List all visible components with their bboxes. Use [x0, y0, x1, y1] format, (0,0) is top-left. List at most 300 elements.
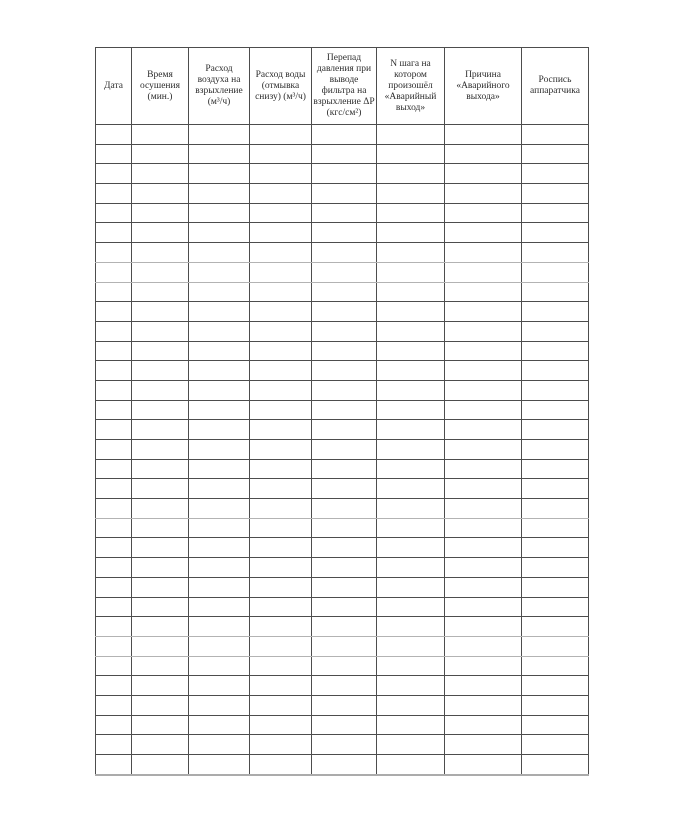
table-row [96, 440, 589, 460]
table-cell-emergency-step [377, 420, 445, 440]
table-cell-air-flow [189, 144, 250, 164]
table-cell-drying-time [132, 558, 189, 578]
table-row [96, 735, 589, 755]
table-cell-date [96, 735, 132, 755]
table-cell-date [96, 636, 132, 656]
table-cell-emergency-step [377, 440, 445, 460]
table-cell-air-flow [189, 577, 250, 597]
table-cell-emergency-step [377, 755, 445, 775]
table-cell-drying-time [132, 361, 189, 381]
column-header-date: Дата [96, 48, 132, 125]
table-cell-operator-signature [522, 262, 589, 282]
table-cell-drying-time [132, 380, 189, 400]
table-cell-drying-time [132, 203, 189, 223]
table-cell-pressure-drop [312, 577, 377, 597]
table-cell-emergency-step [377, 125, 445, 145]
table-cell-air-flow [189, 676, 250, 696]
table-cell-emergency-step [377, 656, 445, 676]
table-cell-drying-time [132, 518, 189, 538]
table-cell-emergency-step [377, 695, 445, 715]
table-cell-date [96, 499, 132, 519]
table-cell-water-flow [250, 400, 312, 420]
table-cell-emergency-reason [445, 617, 522, 637]
table-cell-pressure-drop [312, 321, 377, 341]
table-cell-operator-signature [522, 617, 589, 637]
table-cell-drying-time [132, 755, 189, 775]
table-cell-emergency-step [377, 617, 445, 637]
table-cell-water-flow [250, 715, 312, 735]
table-cell-operator-signature [522, 479, 589, 499]
table-row [96, 400, 589, 420]
table-cell-emergency-reason [445, 243, 522, 263]
table-cell-drying-time [132, 440, 189, 460]
table-cell-date [96, 558, 132, 578]
table-cell-operator-signature [522, 282, 589, 302]
table-row [96, 538, 589, 558]
table-cell-drying-time [132, 420, 189, 440]
table-cell-air-flow [189, 184, 250, 204]
table-cell-emergency-step [377, 479, 445, 499]
table-cell-pressure-drop [312, 262, 377, 282]
table-cell-date [96, 440, 132, 460]
column-header-emergency-reason: Причина «Аварийного выхода» [445, 48, 522, 125]
table-row [96, 282, 589, 302]
table-cell-date [96, 125, 132, 145]
table-cell-water-flow [250, 341, 312, 361]
table-cell-emergency-step [377, 341, 445, 361]
column-header-pressure-drop: Перепад давления при выводе фильтра на взрыхление ΔР (кгс/см²) [312, 48, 377, 125]
table-cell-water-flow [250, 656, 312, 676]
table-cell-water-flow [250, 735, 312, 755]
table-cell-emergency-reason [445, 223, 522, 243]
table-cell-operator-signature [522, 715, 589, 735]
table-row [96, 380, 589, 400]
maintenance-log-table [95, 47, 589, 776]
table-row [96, 125, 589, 145]
table-cell-drying-time [132, 735, 189, 755]
table-cell-drying-time [132, 400, 189, 420]
table-cell-emergency-reason [445, 676, 522, 696]
table-cell-emergency-reason [445, 479, 522, 499]
table-cell-air-flow [189, 558, 250, 578]
table-cell-date [96, 676, 132, 696]
table-cell-pressure-drop [312, 499, 377, 519]
table-cell-pressure-drop [312, 184, 377, 204]
table-cell-operator-signature [522, 695, 589, 715]
table-cell-emergency-reason [445, 656, 522, 676]
table-cell-pressure-drop [312, 125, 377, 145]
table-cell-emergency-step [377, 380, 445, 400]
table-cell-air-flow [189, 538, 250, 558]
table-cell-drying-time [132, 459, 189, 479]
table-cell-emergency-reason [445, 558, 522, 578]
table-cell-date [96, 518, 132, 538]
table-row [96, 577, 589, 597]
table-cell-emergency-step [377, 262, 445, 282]
table-cell-date [96, 302, 132, 322]
table-cell-water-flow [250, 380, 312, 400]
table-cell-operator-signature [522, 538, 589, 558]
table-cell-emergency-reason [445, 499, 522, 519]
table-cell-air-flow [189, 203, 250, 223]
table-cell-pressure-drop [312, 518, 377, 538]
table-cell-emergency-reason [445, 380, 522, 400]
table-cell-emergency-reason [445, 577, 522, 597]
table-cell-date [96, 715, 132, 735]
table-cell-drying-time [132, 164, 189, 184]
table-row [96, 518, 589, 538]
table-cell-pressure-drop [312, 656, 377, 676]
table-cell-operator-signature [522, 125, 589, 145]
table-cell-date [96, 420, 132, 440]
table-cell-operator-signature [522, 223, 589, 243]
table-row [96, 597, 589, 617]
table-cell-drying-time [132, 479, 189, 499]
table-cell-emergency-step [377, 577, 445, 597]
table-cell-air-flow [189, 321, 250, 341]
table-cell-pressure-drop [312, 361, 377, 381]
table-cell-air-flow [189, 755, 250, 775]
table-row [96, 617, 589, 637]
table-cell-water-flow [250, 558, 312, 578]
column-header-emergency-step: N шага на котором произошёл «Аварийный выход» [377, 48, 445, 125]
table-cell-emergency-step [377, 302, 445, 322]
table-cell-water-flow [250, 499, 312, 519]
table-row [96, 361, 589, 381]
table-cell-pressure-drop [312, 243, 377, 263]
table-cell-drying-time [132, 262, 189, 282]
table-cell-pressure-drop [312, 558, 377, 578]
table-cell-emergency-reason [445, 321, 522, 341]
table-cell-emergency-step [377, 321, 445, 341]
table-cell-air-flow [189, 735, 250, 755]
table-cell-water-flow [250, 676, 312, 696]
table-cell-emergency-reason [445, 440, 522, 460]
table-cell-emergency-reason [445, 518, 522, 538]
table-cell-operator-signature [522, 380, 589, 400]
table-cell-date [96, 380, 132, 400]
table-cell-pressure-drop [312, 420, 377, 440]
table-cell-drying-time [132, 282, 189, 302]
table-cell-air-flow [189, 302, 250, 322]
table-cell-date [96, 223, 132, 243]
table-cell-pressure-drop [312, 144, 377, 164]
table-cell-operator-signature [522, 597, 589, 617]
table-cell-operator-signature [522, 735, 589, 755]
table-cell-air-flow [189, 282, 250, 302]
table-row [96, 676, 589, 696]
table-cell-emergency-reason [445, 597, 522, 617]
table-row [96, 302, 589, 322]
table-cell-date [96, 262, 132, 282]
table-cell-drying-time [132, 321, 189, 341]
table-cell-emergency-reason [445, 695, 522, 715]
table-cell-air-flow [189, 341, 250, 361]
table-cell-pressure-drop [312, 735, 377, 755]
table-cell-water-flow [250, 636, 312, 656]
table-cell-operator-signature [522, 361, 589, 381]
table-cell-drying-time [132, 656, 189, 676]
table-cell-pressure-drop [312, 695, 377, 715]
table-cell-operator-signature [522, 459, 589, 479]
table-cell-drying-time [132, 223, 189, 243]
table-cell-operator-signature [522, 184, 589, 204]
table-cell-air-flow [189, 420, 250, 440]
table-cell-air-flow [189, 715, 250, 735]
table-cell-emergency-reason [445, 125, 522, 145]
table-cell-operator-signature [522, 400, 589, 420]
table-cell-emergency-step [377, 558, 445, 578]
table-cell-water-flow [250, 361, 312, 381]
table-row [96, 184, 589, 204]
table-cell-date [96, 282, 132, 302]
column-header-air-flow: Расход воздуха на взрыхление (м³/ч) [189, 48, 250, 125]
table-cell-operator-signature [522, 164, 589, 184]
table-cell-pressure-drop [312, 459, 377, 479]
table-row [96, 144, 589, 164]
table-cell-pressure-drop [312, 302, 377, 322]
table-cell-pressure-drop [312, 380, 377, 400]
table-cell-date [96, 538, 132, 558]
table-cell-emergency-reason [445, 420, 522, 440]
table-cell-water-flow [250, 164, 312, 184]
table-cell-water-flow [250, 420, 312, 440]
table-cell-pressure-drop [312, 538, 377, 558]
table-cell-air-flow [189, 223, 250, 243]
table-cell-emergency-step [377, 164, 445, 184]
table-cell-emergency-reason [445, 164, 522, 184]
table-cell-emergency-reason [445, 302, 522, 322]
table-cell-operator-signature [522, 243, 589, 263]
table-cell-date [96, 164, 132, 184]
table-row [96, 499, 589, 519]
table-cell-air-flow [189, 459, 250, 479]
table-cell-operator-signature [522, 577, 589, 597]
table-cell-pressure-drop [312, 636, 377, 656]
table-row [96, 695, 589, 715]
table-row [96, 636, 589, 656]
table-cell-emergency-reason [445, 184, 522, 204]
table-cell-emergency-step [377, 636, 445, 656]
table-cell-drying-time [132, 617, 189, 637]
table-cell-operator-signature [522, 321, 589, 341]
table-cell-air-flow [189, 617, 250, 637]
table-cell-air-flow [189, 262, 250, 282]
table-cell-drying-time [132, 184, 189, 204]
table-cell-emergency-reason [445, 715, 522, 735]
table-cell-date [96, 617, 132, 637]
table-cell-emergency-reason [445, 361, 522, 381]
table-header [96, 48, 589, 125]
table-cell-emergency-step [377, 518, 445, 538]
table-cell-water-flow [250, 695, 312, 715]
table-row [96, 321, 589, 341]
table-cell-water-flow [250, 125, 312, 145]
table-cell-emergency-reason [445, 755, 522, 775]
table-cell-air-flow [189, 479, 250, 499]
table-cell-air-flow [189, 361, 250, 381]
table-cell-pressure-drop [312, 440, 377, 460]
table-cell-drying-time [132, 302, 189, 322]
table-cell-operator-signature [522, 518, 589, 538]
table-cell-water-flow [250, 538, 312, 558]
table-cell-emergency-reason [445, 203, 522, 223]
table-cell-air-flow [189, 243, 250, 263]
table-cell-pressure-drop [312, 617, 377, 637]
table-cell-date [96, 184, 132, 204]
table-cell-emergency-step [377, 400, 445, 420]
table-cell-air-flow [189, 656, 250, 676]
table-cell-drying-time [132, 144, 189, 164]
table-cell-operator-signature [522, 144, 589, 164]
table-cell-pressure-drop [312, 676, 377, 696]
table-cell-emergency-step [377, 499, 445, 519]
table-cell-emergency-reason [445, 459, 522, 479]
table-cell-pressure-drop [312, 282, 377, 302]
table-row [96, 164, 589, 184]
table-cell-pressure-drop [312, 341, 377, 361]
table-cell-air-flow [189, 400, 250, 420]
table-cell-date [96, 400, 132, 420]
table-cell-drying-time [132, 715, 189, 735]
table-cell-emergency-step [377, 735, 445, 755]
table-cell-operator-signature [522, 656, 589, 676]
table-cell-drying-time [132, 695, 189, 715]
table-cell-emergency-step [377, 203, 445, 223]
table-cell-water-flow [250, 243, 312, 263]
table-cell-emergency-reason [445, 282, 522, 302]
table-cell-air-flow [189, 636, 250, 656]
table-cell-water-flow [250, 321, 312, 341]
table-row [96, 479, 589, 499]
table-cell-water-flow [250, 617, 312, 637]
table-cell-water-flow [250, 755, 312, 775]
table-cell-emergency-step [377, 223, 445, 243]
table-cell-emergency-step [377, 715, 445, 735]
table-cell-drying-time [132, 676, 189, 696]
column-header-operator-signature: Роспись аппаратчика [522, 48, 589, 125]
table-cell-pressure-drop [312, 597, 377, 617]
table-cell-date [96, 144, 132, 164]
table-cell-drying-time [132, 577, 189, 597]
table-cell-pressure-drop [312, 223, 377, 243]
table-row [96, 459, 589, 479]
table-row [96, 755, 589, 775]
table-cell-date [96, 203, 132, 223]
table-cell-drying-time [132, 243, 189, 263]
table-row [96, 203, 589, 223]
table-cell-emergency-step [377, 597, 445, 617]
table-cell-emergency-reason [445, 538, 522, 558]
table-cell-water-flow [250, 262, 312, 282]
table-cell-drying-time [132, 341, 189, 361]
table-cell-date [96, 695, 132, 715]
table-cell-operator-signature [522, 420, 589, 440]
table-cell-air-flow [189, 518, 250, 538]
table-row [96, 420, 589, 440]
table-cell-operator-signature [522, 440, 589, 460]
table-cell-emergency-step [377, 459, 445, 479]
table-cell-operator-signature [522, 558, 589, 578]
table-cell-air-flow [189, 597, 250, 617]
table-cell-pressure-drop [312, 715, 377, 735]
table-cell-water-flow [250, 577, 312, 597]
table-cell-drying-time [132, 538, 189, 558]
table-cell-emergency-reason [445, 735, 522, 755]
table-cell-operator-signature [522, 499, 589, 519]
table-cell-pressure-drop [312, 164, 377, 184]
table-row [96, 223, 589, 243]
table-row [96, 656, 589, 676]
table-cell-water-flow [250, 223, 312, 243]
table-cell-emergency-reason [445, 341, 522, 361]
table-cell-emergency-reason [445, 262, 522, 282]
table-cell-water-flow [250, 597, 312, 617]
table-body [96, 125, 589, 775]
table-cell-emergency-step [377, 144, 445, 164]
table-cell-operator-signature [522, 636, 589, 656]
table-cell-emergency-reason [445, 636, 522, 656]
table-cell-air-flow [189, 380, 250, 400]
table-cell-drying-time [132, 125, 189, 145]
table-cell-water-flow [250, 184, 312, 204]
table-cell-emergency-step [377, 538, 445, 558]
table-cell-date [96, 321, 132, 341]
table-cell-air-flow [189, 499, 250, 519]
table-cell-emergency-reason [445, 400, 522, 420]
table-cell-pressure-drop [312, 479, 377, 499]
table-cell-operator-signature [522, 676, 589, 696]
table-cell-date [96, 577, 132, 597]
table-cell-water-flow [250, 479, 312, 499]
table-cell-operator-signature [522, 341, 589, 361]
table-cell-water-flow [250, 203, 312, 223]
table-cell-drying-time [132, 499, 189, 519]
table-cell-air-flow [189, 125, 250, 145]
table-cell-operator-signature [522, 302, 589, 322]
table-cell-date [96, 597, 132, 617]
table-cell-date [96, 243, 132, 263]
table-cell-drying-time [132, 597, 189, 617]
table-cell-date [96, 656, 132, 676]
table-row [96, 558, 589, 578]
table-cell-pressure-drop [312, 203, 377, 223]
table-row [96, 341, 589, 361]
table-cell-operator-signature [522, 203, 589, 223]
table-row [96, 715, 589, 735]
table-cell-emergency-reason [445, 144, 522, 164]
table-cell-water-flow [250, 302, 312, 322]
table-cell-water-flow [250, 282, 312, 302]
table-cell-drying-time [132, 636, 189, 656]
table-cell-air-flow [189, 164, 250, 184]
column-header-drying-time: Время осушения (мин.) [132, 48, 189, 125]
table-cell-pressure-drop [312, 400, 377, 420]
header-row [96, 48, 589, 125]
table-cell-date [96, 361, 132, 381]
table-cell-date [96, 341, 132, 361]
table-cell-water-flow [250, 459, 312, 479]
table-row [96, 243, 589, 263]
table-cell-date [96, 479, 132, 499]
table-cell-date [96, 459, 132, 479]
table-cell-water-flow [250, 144, 312, 164]
column-header-water-flow: Расход воды (отмывка снизу) (м³/ч) [250, 48, 312, 125]
table-cell-emergency-step [377, 361, 445, 381]
table-cell-date [96, 755, 132, 775]
table-cell-emergency-step [377, 184, 445, 204]
table-cell-air-flow [189, 440, 250, 460]
